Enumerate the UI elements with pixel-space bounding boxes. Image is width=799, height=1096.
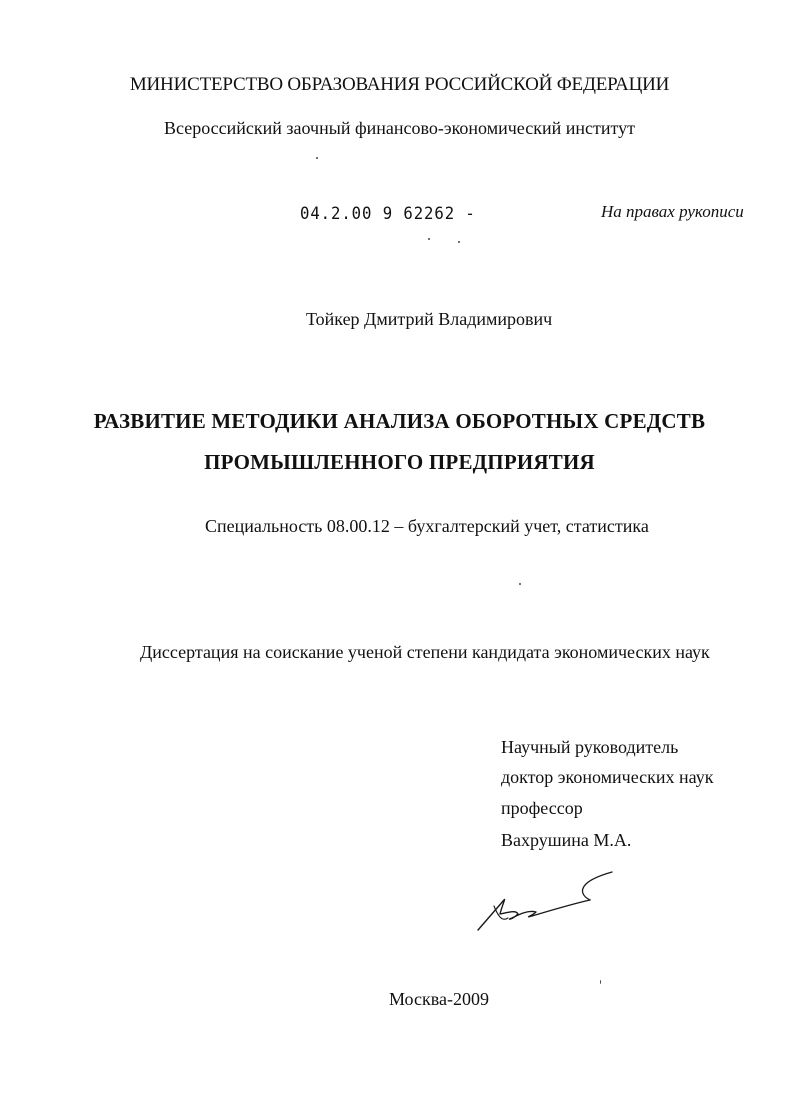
scan-speck [316, 157, 318, 159]
institute-name: Всероссийский заочный финансово-экономический институт [164, 118, 635, 138]
dissertation-title-line-1: РАЗВИТИЕ МЕТОДИКИ АНАЛИЗА ОБОРОТНЫХ СРЕДСТВ [93, 409, 706, 433]
handwritten-signature [472, 870, 622, 940]
scan-speck [600, 980, 601, 984]
rights-note: На правах рукописи [601, 202, 744, 221]
supervisor-rank: профессор [501, 798, 583, 818]
supervisor-degree: доктор экономических наук [501, 767, 714, 787]
author-name: Тойкер Дмитрий Владимирович [306, 309, 553, 329]
ministry-heading: МИНИСТЕРСТВО ОБРАЗОВАНИЯ РОССИЙСКОЙ ФЕДЕРАЦИИ [129, 74, 670, 95]
scan-speck [428, 238, 430, 240]
specialty-line: Специальность 08.00.12 – бухгалтерский учет, статистика [205, 516, 649, 536]
dissertation-statement: Диссертация на соискание ученой степени кандидата экономических наук [140, 642, 710, 662]
scan-speck [519, 583, 521, 585]
city-year: Москва-2009 [389, 989, 489, 1009]
scan-speck [458, 241, 460, 243]
supervisor-role: Научный руководитель [501, 737, 679, 757]
dissertation-title-line-2: ПРОМЫШЛЕННОГО ПРЕДПРИЯТИЯ [204, 450, 595, 474]
registration-code: 04.2.00 9 62262 - [300, 204, 476, 224]
supervisor-name: Вахрушина М.А. [501, 830, 632, 850]
